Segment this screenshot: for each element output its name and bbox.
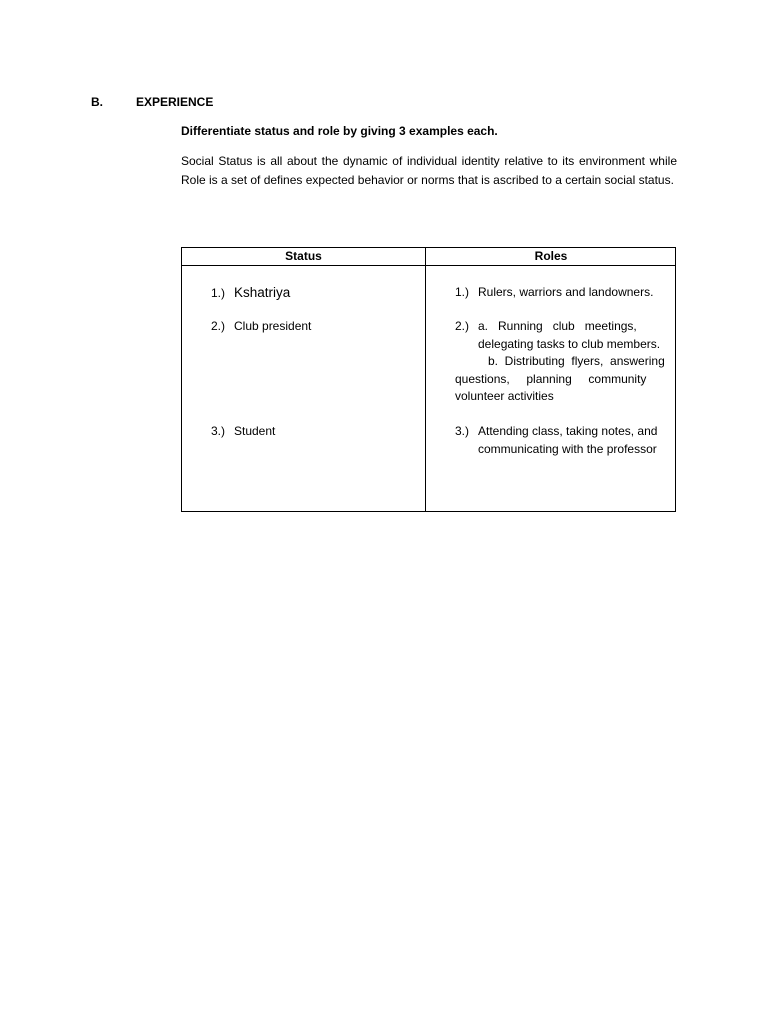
role-text-1: Rulers, warriors and landowners.: [478, 285, 654, 299]
status-item-1: [211, 284, 290, 303]
header-status: Status: [285, 249, 322, 263]
role-number-2: 2.): [455, 319, 470, 333]
role-number-1: 1.): [455, 285, 470, 299]
status-value-2: Club president: [234, 319, 312, 333]
role-2a-text: a. Running club meetings,: [478, 319, 637, 333]
status-number-3: 3.): [211, 424, 226, 438]
role-2b-last-line: volunteer activities: [455, 389, 554, 403]
role-2b-continuation: questions, planning community: [455, 371, 647, 386]
status-number-1: 1.): [211, 286, 226, 300]
header-roles: Roles: [534, 249, 568, 263]
role-item-2: [455, 318, 671, 406]
role-2b-text: b. Distributing flyers, answering: [488, 354, 665, 368]
status-value-3: Student: [234, 424, 276, 438]
role-item-1: [455, 284, 671, 302]
status-value-1: Kshatriya: [234, 285, 291, 300]
section-letter: B.: [91, 95, 103, 109]
table-header-divider: [182, 265, 675, 266]
status-number-2: 2.): [211, 319, 226, 333]
role-text-3-continuation: communicating with the professor: [478, 441, 657, 456]
status-roles-table: [181, 247, 676, 512]
definition-paragraph: Social Status is all about the dynamic of individual identity relative to its environment while Role is a set of defines expected behavior or norms that is ascribed to a certain social status.: [181, 154, 677, 187]
role-number-3: 3.): [455, 424, 470, 438]
instruction-text: Differentiate status and role by giving 3 examples each.: [181, 124, 498, 138]
section-title: EXPERIENCE: [136, 95, 214, 109]
status-item-2: [211, 318, 311, 336]
table-column-divider: [425, 248, 426, 511]
role-2a-continuation: delegating tasks to club members.: [478, 336, 661, 351]
role-item-3: [455, 423, 671, 458]
status-item-3: [211, 423, 275, 441]
role-text-3: Attending class, taking notes, and: [478, 424, 658, 438]
